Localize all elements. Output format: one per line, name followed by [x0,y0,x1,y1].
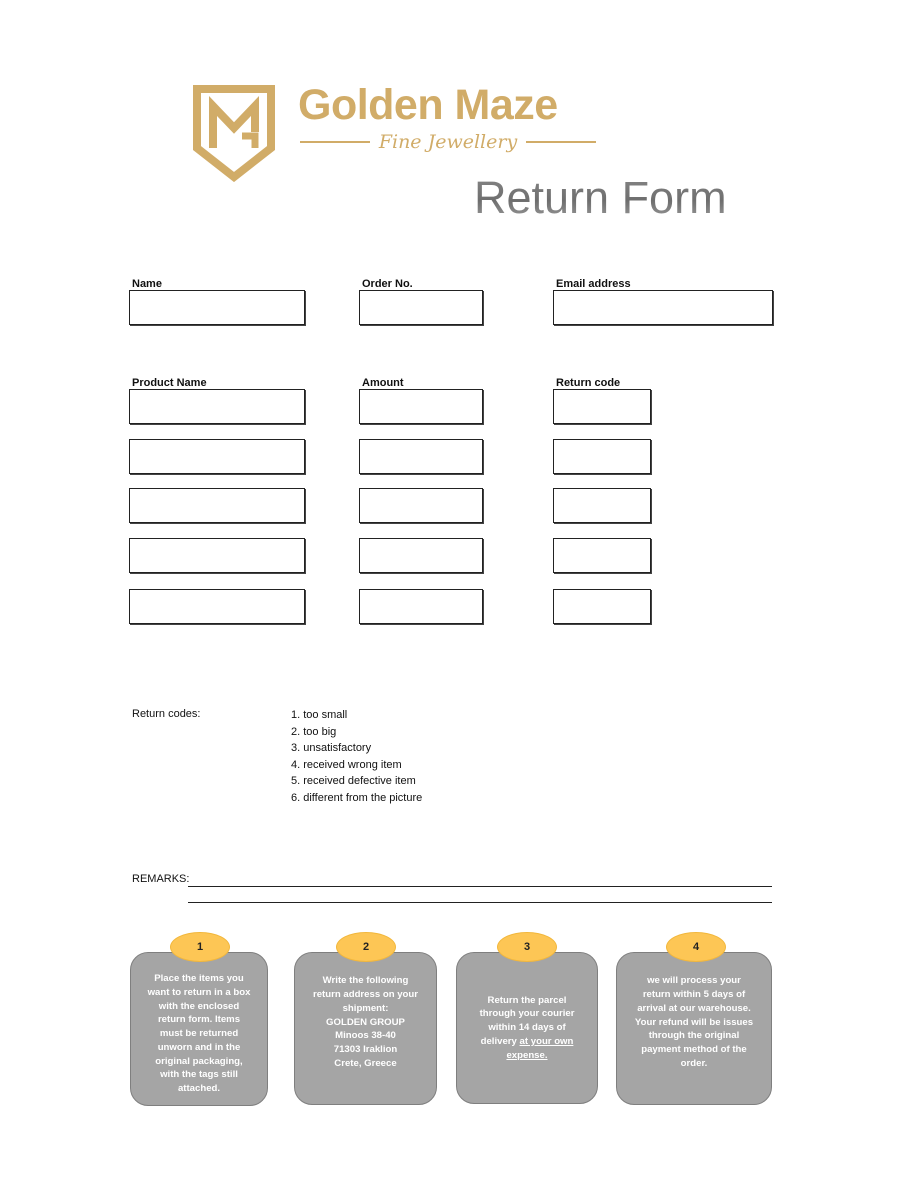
product-name-field-3[interactable] [129,488,305,523]
amount-field-3[interactable] [359,488,483,523]
step-text-4: we will process your return within 5 days of arrival at our warehouse. Your refund will be issues through the original payment method of the order. [634,975,754,1069]
product-name-field-5[interactable] [129,589,305,624]
step-card-2 [294,952,437,1105]
amount-field-1[interactable] [359,389,483,424]
return-code-field-2[interactable] [553,439,651,474]
return-code-field-5[interactable] [553,589,651,624]
step-card-4 [616,952,772,1105]
return-code-item: 5. received defective item [291,775,416,788]
name-field[interactable] [129,290,305,325]
brand-divider-left [300,141,370,143]
step-text-1: Place the items you want to return in a box with the enclosed return form. Items must be returned unworn and in the original packaging, with the tags still attached. [147,972,251,1095]
return-code-field-3[interactable] [553,488,651,523]
product-name-field-2[interactable] [129,439,305,474]
return-code-label: Return code [556,377,621,389]
return-code-field-4[interactable] [553,538,651,573]
email-field[interactable] [553,290,773,325]
email-label: Email address [556,278,631,290]
return-code-item: 4. received wrong item [291,758,402,771]
step-badge-4: 4 [666,932,726,962]
amount-field-2[interactable] [359,439,483,474]
remarks-line-1[interactable] [188,886,772,887]
return-code-list [291,707,422,807]
brand-divider-right [526,141,596,143]
product-name-label: Product Name [132,377,207,389]
amount-field-4[interactable] [359,538,483,573]
amount-field-5[interactable] [359,589,483,624]
step-card-3 [456,952,598,1104]
step-badge-2: 2 [336,932,396,962]
step-badge-3: 3 [497,932,557,962]
return-code-item: 3. unsatisfactory [291,742,372,755]
brand-tagline: Fine Jewellery [378,131,518,153]
amount-label: Amount [362,377,404,389]
return-codes-label: Return codes: [132,708,201,720]
step-badge-1: 1 [170,932,230,962]
product-name-field-1[interactable] [129,389,305,424]
order-number-field[interactable] [359,290,483,325]
remarks-label: REMARKS: [132,873,190,885]
brand-name: Golden Maze [298,81,558,129]
name-label: Name [132,278,162,290]
remarks-line-2[interactable] [188,902,772,903]
step-text-3-main: Return the parcel through your courier within 14 days of delivery [479,994,575,1047]
return-code-item: 2. too big [291,725,337,738]
step-text-3 [480,994,575,1063]
return-code-item: 1. too small [291,709,348,721]
return-code-field-1[interactable] [553,389,651,424]
product-name-field-4[interactable] [129,538,305,573]
golden-maze-logo-icon [192,84,276,182]
step-text-3-emphasis: at your own expense. [506,1035,574,1061]
order-number-label: Order No. [362,278,413,290]
return-code-item: 6. different from the picture [291,791,423,804]
step-text-2: Write the following return address on your shipment: GOLDEN GROUP Minoos 38-40 71303 Iraklion Crete, Greece [312,975,419,1069]
form-title: Return Form [474,170,727,226]
step-card-1 [130,952,268,1106]
